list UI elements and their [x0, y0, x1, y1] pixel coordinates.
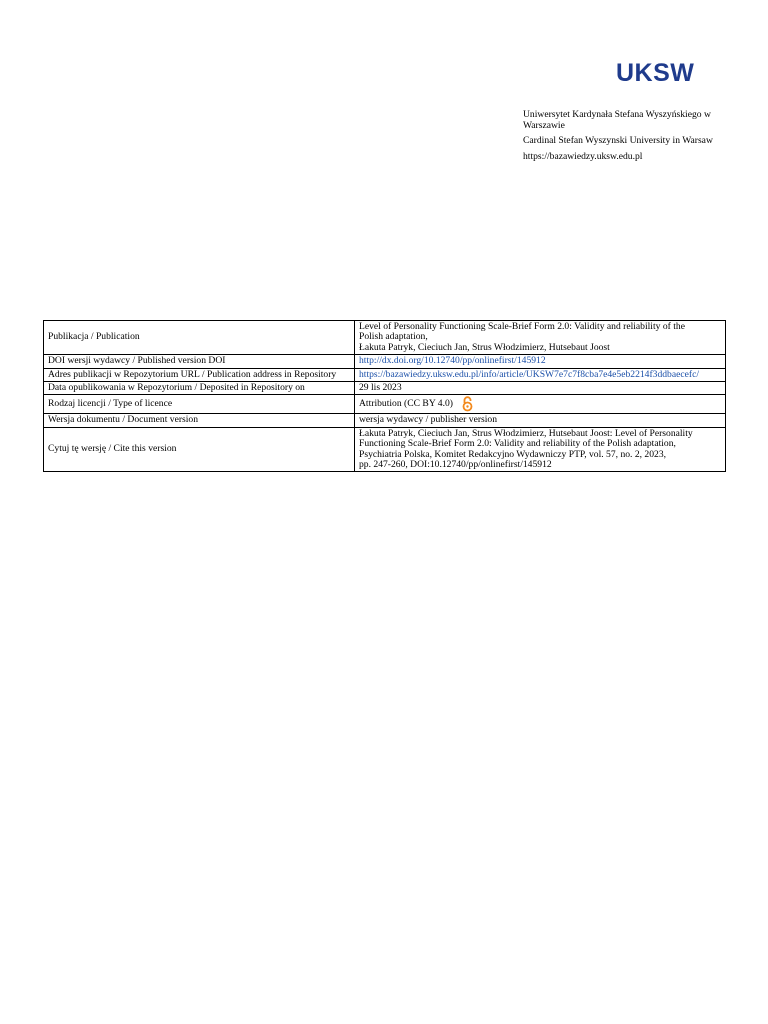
institution-name-en: Cardinal Stefan Wyszynski University in Warsaw [523, 135, 713, 147]
repository-url-label: Adres publikacji w Repozytorium URL / Publication address in Repository [44, 368, 355, 381]
licence-value [355, 395, 726, 414]
publication-title-line-1: Level of Personality Functioning Scale-Brief Form 2.0: Validity and reliability of the [359, 321, 685, 332]
open-access-icon [461, 396, 474, 412]
publication-title-line-2: Polish adaptation, [359, 331, 428, 343]
publication-metadata-table [43, 320, 726, 472]
table-row-publication [44, 321, 726, 355]
table-row-doi [44, 355, 726, 368]
licence-text: Attribution (CC BY 4.0) [359, 398, 453, 410]
document-version-value: wersja wydawcy / publisher version [355, 414, 726, 427]
citation-line-1: Łakuta Patryk, Cieciuch Jan, Strus Włodzimierz, Hutsebaut Joost: Level of Personality [359, 427, 693, 439]
table-row-repository-url [44, 368, 726, 381]
doi-label: DOI wersji wydawcy / Published version DOI [44, 355, 355, 368]
institution-address [523, 110, 731, 162]
citation-line-3: Psychiatria Polska, Komitet Redakcyjno Wydawniczy PTP, vol. 57, no. 2, 2023, [359, 448, 667, 460]
document-version-label: Wersja dokumentu / Document version [44, 414, 355, 427]
citation-value [355, 427, 726, 472]
citation-line-2: Functioning Scale-Brief Form 2.0: Validity and reliability of the Polish adaptation, [359, 438, 676, 450]
table-row-citation [44, 427, 726, 472]
table-row-document-version [44, 414, 726, 427]
table-row-licence [44, 395, 726, 414]
deposit-date-value: 29 lis 2023 [355, 382, 726, 395]
publication-value [355, 321, 726, 355]
publication-label: Publikacja / Publication [44, 321, 355, 355]
citation-line-4: pp. 247-260, DOI:10.12740/pp/onlinefirst/145912 [359, 459, 552, 471]
repository-url-link[interactable]: https://bazawiedzy.uksw.edu.pl/info/article/UKSW7e7c7f8cba7e4e5eb2214f3ddbaecefc/ [359, 368, 700, 380]
uksw-logo: UKSW [616, 59, 695, 87]
table-row-deposit-date [44, 382, 726, 395]
doi-link[interactable]: http://dx.doi.org/10.12740/pp/onlinefirst/145912 [359, 355, 546, 367]
institution-name-pl: Uniwersytet Kardynała Stefana Wyszyńskiego w Warszawie [523, 109, 711, 131]
publication-authors: Łakuta Patryk, Cieciuch Jan, Strus Włodzimierz, Hutsebaut Joost [359, 341, 610, 353]
institution-url[interactable]: https://bazawiedzy.uksw.edu.pl [523, 150, 643, 162]
deposit-date-label: Data opublikowania w Repozytorium / Deposited in Repository on [44, 382, 355, 395]
citation-label: Cytuj tę wersję / Cite this version [44, 427, 355, 472]
doi-value [355, 355, 726, 368]
repository-url-value [355, 368, 726, 381]
licence-label: Rodzaj licencji / Type of licence [44, 395, 355, 414]
